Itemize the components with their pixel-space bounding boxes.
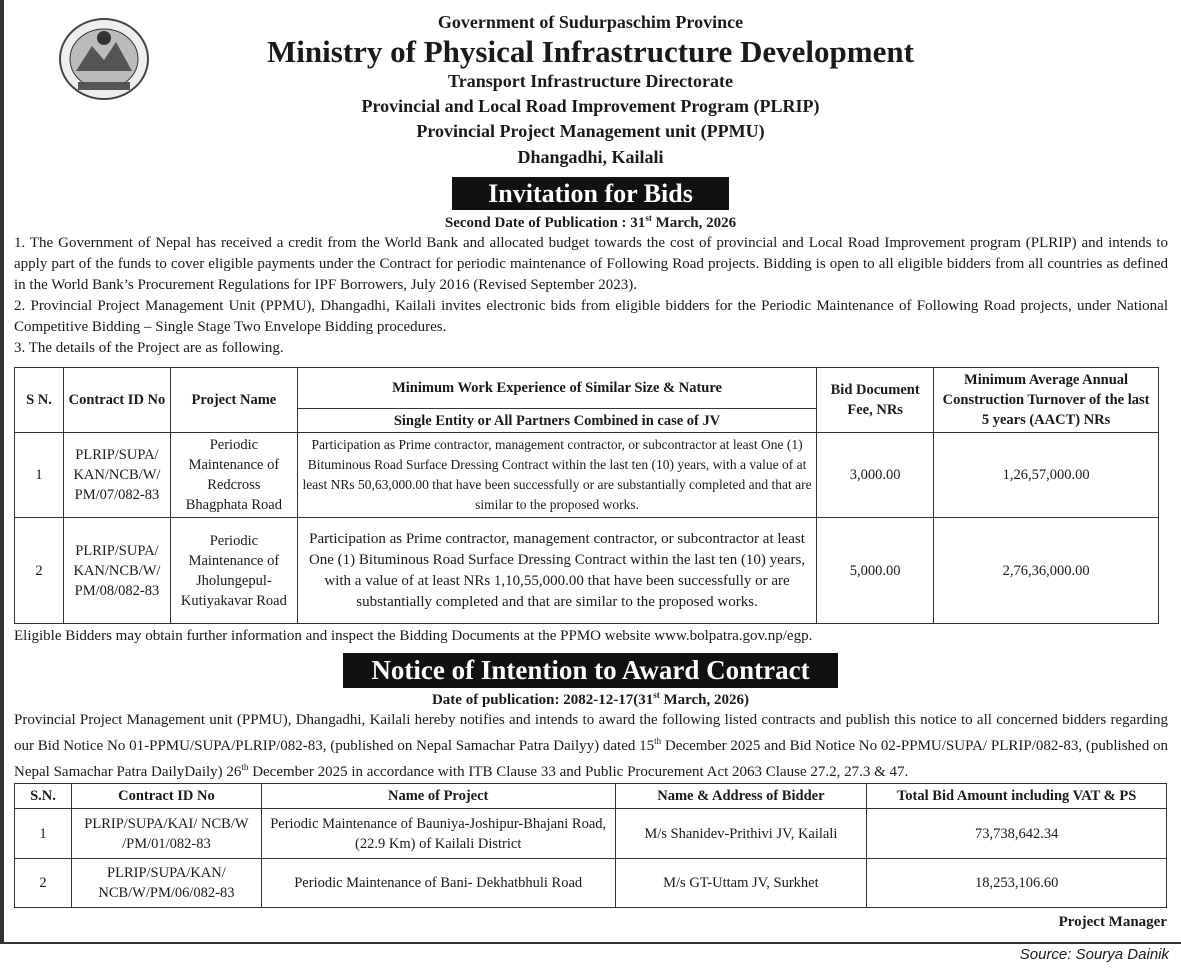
eligible-bidders-note: Eligible Bidders may obtain further information and inspect the Bidding Documents at the PPMO website www.bolpatra.gov.np/egp. xyxy=(14,628,813,644)
col-fee: Bid Document Fee, NRs xyxy=(817,368,934,433)
header-government: Government of Sudurpaschim Province xyxy=(437,12,744,32)
col-experience: Minimum Work Experience of Similar Size & Nature xyxy=(297,368,816,409)
col-contract-id: Contract ID No xyxy=(71,784,261,809)
cell-sn: 2 xyxy=(15,518,64,624)
cell-aact: 2,76,36,000.00 xyxy=(934,518,1159,624)
cell-sn: 2 xyxy=(15,859,72,908)
cell-project: Periodic Maintenance of Jholungepul-Kutiyakavar Road xyxy=(170,518,297,624)
cell-experience: Participation as Prime contractor, management contractor, or subcontractor at least One (1) Bituminous Road Surface Dressing Contract within the last ten (10) years, with a value of at least NRs 50,63,000.00 that have been successfully or are substantially completed and that are similar to the proposed works. xyxy=(297,433,816,518)
ifb-publication-date: Second Date of Publication : 31st March, 2026 xyxy=(444,213,737,231)
ifb-paragraph-2: 2. Provincial Project Management Unit (PPMU), Dhangadhi, Kailali invites electronic bids from eligible bidders for the Periodic Maintenance of Following Road projects, under National Competitive Bidding – Single Stage Two Envelope Bidding procedures. xyxy=(14,298,1168,335)
col-project-name: Project Name xyxy=(170,368,297,433)
award-table xyxy=(14,783,1167,908)
header-location: Dhangadhi, Kailali xyxy=(517,147,664,167)
cell-experience: Participation as Prime contractor, management contractor, or subcontractor at least One (1) Bituminous Road Surface Dressing Contract within the last ten (10) years, with a value of at least NRs 1,10,55,000.00 that have been successfully or are substantially completed and that are similar to the proposed works. xyxy=(297,518,816,624)
header-unit: Provincial Project Management unit (PPMU) xyxy=(416,121,765,141)
col-amount: Total Bid Amount including VAT & PS xyxy=(867,784,1167,809)
col-aact: Minimum Average Annual Construction Turnover of the last 5 years (AACT) NRs xyxy=(934,368,1159,433)
cell-fee: 3,000.00 xyxy=(817,433,934,518)
header-program: Provincial and Local Road Improvement Program (PLRIP) xyxy=(361,96,820,116)
cell-project: Periodic Maintenance of Redcross Bhagphata Road xyxy=(170,433,297,518)
source-credit: Source: Sourya Dainik xyxy=(1019,946,1169,963)
cell-contract-id: PLRIP/SUPA/KAN/ NCB/W/PM/06/082-83 xyxy=(71,859,261,908)
ifb-paragraph-3: 3. The details of the Project are as following. xyxy=(14,340,284,356)
noa-title: Notice of Intention to Award Contract xyxy=(343,653,838,688)
noa-paragraph: Provincial Project Management unit (PPMU), Dhangadhi, Kailali hereby notifies and intends to award the following listed contracts and publish this notice to all concerned bidders regarding our Bid Notice No 01-PPMU/SUPA/PLRIP/082-83, (published on Nepal Samachar Patra Dailyy) dated 15th December 2025 and Bid Notice No 02-PPMU/SUPA/ PLRIP/082-83, (published on Nepal Samachar Patra DailyDaily) 26th December 2025 in accordance with ITB Clause 33 and Public Procurement Act 2063 Clause 27.2, 27.3 & 47. xyxy=(14,712,1168,780)
table-row xyxy=(15,809,1167,859)
header-directorate: Transport Infrastructure Directorate xyxy=(448,71,733,91)
col-bidder: Name & Address of Bidder xyxy=(615,784,867,809)
cell-bidder: M/s GT-Uttam JV, Surkhet xyxy=(615,859,867,908)
cell-contract-id: PLRIP/SUPA/ KAN/NCB/W/ PM/07/082-83 xyxy=(63,433,170,518)
ifb-paragraph-1: 1. The Government of Nepal has received a credit from the World Bank and allocated budget towards the cost of provincial and Local Road Improvement program (PLRIP) and intends to apply part of the funds to cover eligible payments under the Contract for periodic maintenance of Following Road projects. Bidding is open to all eligible bidders from all countries as defined in the World Bank’s Procurement Regulations for IPF Borrowers, July 2016 (Revised September 2023). xyxy=(14,235,1168,293)
signatory: Project Manager xyxy=(1058,914,1167,930)
cell-aact: 1,26,57,000.00 xyxy=(934,433,1159,518)
cell-sn: 1 xyxy=(15,809,72,859)
table-row xyxy=(15,859,1167,908)
cell-contract-id: PLRIP/SUPA/ KAN/NCB/W/ PM/08/082-83 xyxy=(63,518,170,624)
col-experience-sub: Single Entity or All Partners Combined in case of JV xyxy=(297,409,816,433)
cell-bidder: M/s Shanidev-Prithivi JV, Kailali xyxy=(615,809,867,859)
col-sn: S N. xyxy=(15,368,64,433)
ifb-project-table xyxy=(14,367,1159,624)
table-row xyxy=(15,433,1159,518)
cell-project: Periodic Maintenance of Bani- Dekhatbhuli Road xyxy=(261,859,615,908)
cell-fee: 5,000.00 xyxy=(817,518,934,624)
cell-amount: 18,253,106.60 xyxy=(867,859,1167,908)
col-project-name: Name of Project xyxy=(261,784,615,809)
table-row xyxy=(15,518,1159,624)
col-sn: S.N. xyxy=(15,784,72,809)
cell-sn: 1 xyxy=(15,433,64,518)
ifb-title: Invitation for Bids xyxy=(452,177,729,210)
col-contract-id: Contract ID No xyxy=(63,368,170,433)
cell-amount: 73,738,642.34 xyxy=(867,809,1167,859)
cell-project: Periodic Maintenance of Bauniya-Joshipur-Bhajani Road, (22.9 Km) of Kailali District xyxy=(261,809,615,859)
cell-contract-id: PLRIP/SUPA/KAI/ NCB/W /PM/01/082-83 xyxy=(71,809,261,859)
noa-publication-date: Date of publication: 2082-12-17(31st March, 2026) xyxy=(431,690,750,708)
header-ministry: Ministry of Physical Infrastructure Development xyxy=(267,34,914,69)
